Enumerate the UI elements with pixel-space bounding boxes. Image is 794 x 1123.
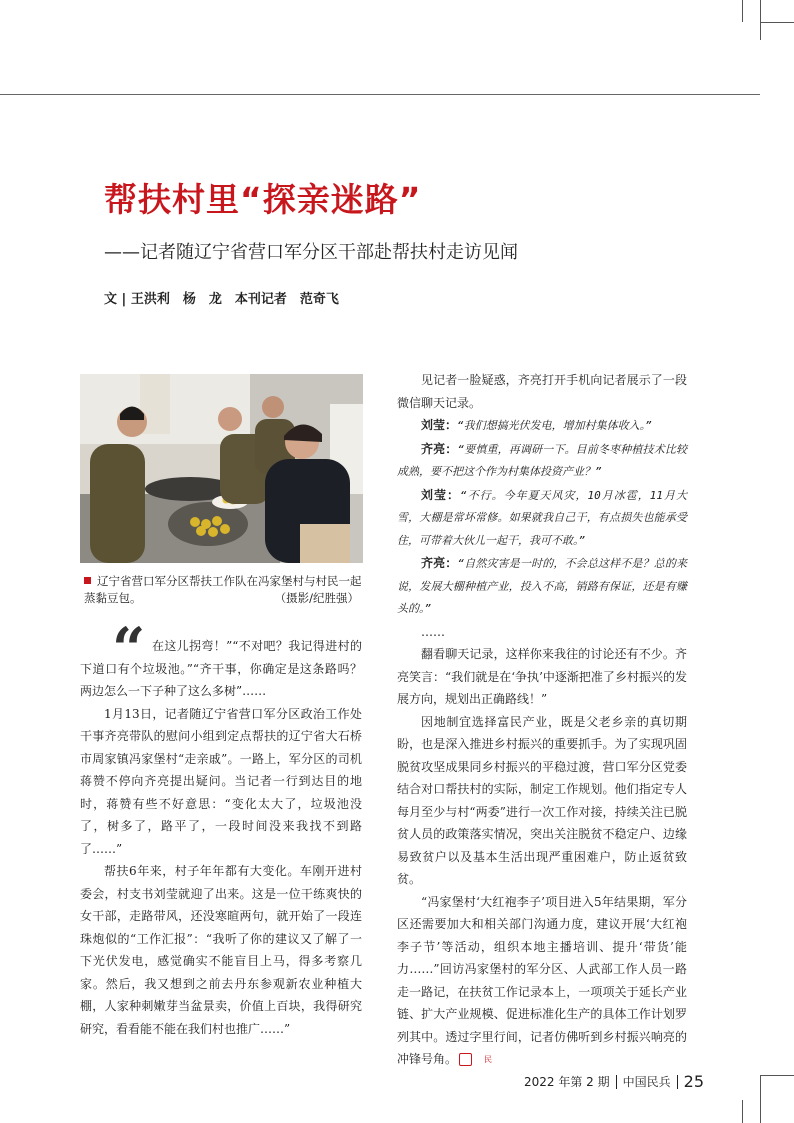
intro-paragraph [80, 635, 362, 703]
photo-credit: （摄影/纪胜强） [274, 591, 359, 605]
right-column [397, 369, 687, 1071]
crop-mark [760, 22, 794, 23]
caption-bullet [84, 577, 91, 584]
intro-text: 在这儿拐弯！”“不对吧？我记得进村的下道口有个垃圾池。”“齐干事，你确定是这条路吗？两边怎么一下子种了这么多树”…… [80, 639, 362, 698]
chat-text: “要慎重，再调研一下。目前冬枣种植技术比较成熟，要不把这个作为村集体投资产业？” [397, 442, 687, 478]
article-title: 帮扶村里“探亲迷路” [104, 180, 422, 219]
article-photo [80, 374, 363, 563]
byline-authors: 王洪利 杨 龙 本刊记者 范奇飞 [130, 292, 339, 307]
left-column [80, 635, 362, 1040]
chat-line [397, 552, 687, 621]
chat-text: “我们想搞光伏发电，增加村集体收入。” [457, 419, 652, 432]
end-mark-icon: 民 [459, 1053, 472, 1066]
byline [104, 288, 339, 307]
chat-speaker: 齐亮： [421, 441, 458, 456]
body-paragraph: 翻看聊天记录，这样你来我往的讨论还有不少。齐亮笑言：“我们就是在‘争执’中逐渐把准了乡村振兴的发展方向，规划出正确路线！” [397, 647, 687, 706]
crop-mark [742, 0, 743, 22]
body-paragraph: 见记者一脸疑惑，齐亮打开手机向记者展示了一段微信聊天记录。 [397, 373, 687, 410]
byline-separator: | [117, 292, 131, 307]
chat-line [397, 484, 687, 553]
header-rule [0, 94, 760, 95]
chat-speaker: 刘莹： [421, 418, 458, 432]
photo-caption [84, 573, 369, 607]
footer-divider [616, 1075, 617, 1089]
crop-mark [760, 1075, 761, 1123]
chat-text: “自然灾害是一时的，不会总这样不是？总的来说，发展大棚种植产业，投入不高，销路有保证，还是有赚头的。” [397, 557, 687, 615]
chat-speaker: 齐亮： [421, 556, 458, 570]
final-text: “冯家堡村‘大红袍李子’项目进入5年结果期，军分区还需要加大和相关部门沟通力度，建议开展‘大红袍李子节’等活动，组织本地主播培训、提升‘带货’能力……”回访冯家堡村的军分区、人武部工作人员一路走一路记，在扶贫工作记录本上，一项项关于延长产业链、扩大产业规模、促进标准化生产的具体工作计划罗列其中。透过字里行间，记者仿佛听到乡村振兴响亮的冲锋号角。 [397, 894, 687, 1066]
chat-ellipsis: …… [421, 624, 445, 639]
issue-label: 2022 年第 2 期 [524, 1075, 610, 1089]
chat-line [397, 438, 687, 484]
page-number: 25 [683, 1072, 704, 1091]
byline-prefix: 文 [104, 292, 118, 307]
crop-mark [742, 1100, 743, 1123]
chat-speaker: 刘莹： [421, 487, 460, 502]
body-paragraph: 因地制宜选择富民产业，既是父老乡亲的真切期盼，也是深入推进乡村振兴的重要抓手。为了实现巩固脱贫攻坚成果同乡村振兴的平稳过渡，营口军分区党委结合对口帮扶村的实际，制定工作规划。他们指定专人每月至少与村“两委”进行一次工作对接，持续关注已脱贫人员的政策落实情况，突出关注脱贫不稳定户、边缘易致贫户以及基本生活出现严重困难户，防止返贫致贫。 [397, 714, 687, 886]
chat-text: “不行。今年夏天风灾，10月冰雹，11月大雪，大棚是常坏常修。如果就我自己干，有点损失也能承受住，可带着大伙儿一起干，我可不敢。” [397, 488, 687, 547]
article-subtitle: ——记者随辽宁省营口军分区干部赴帮扶村走访见闻 [104, 242, 518, 263]
crop-mark [760, 0, 761, 40]
body-paragraph: 1月13日，记者随辽宁省营口军分区政治工作处干事齐亮带队的慰问小组到定点帮扶的辽宁省大石桥市周家镇冯家堡村“走亲戚”。一路上，军分区的司机蒋赞不停向齐亮提出疑问。当记者一行到达目的地时，蒋赞有些不好意思：“变化太大了，垃圾池没了，树多了，路平了，一段时间没来我找不到路了……” [80, 706, 362, 856]
caption-text: 辽宁省营口军分区帮扶工作队在冯家堡村与村民一起蒸黏豆包。 [84, 574, 362, 605]
footer-divider [677, 1075, 678, 1089]
page-footer [524, 1072, 704, 1091]
chat-line [397, 414, 687, 438]
body-paragraph: 帮扶6年来，村子年年都有大变化。车刚开进村委会，村支书刘莹就迎了出来。这是一位干练爽快的女干部，走路带风，还没寒暄两句，就开始了一段连珠炮似的“工作汇报”：“我听了你的建议又了解了一下光伏发电，感觉确实不能盲目上马，得多考察几家。然后，我又想到之前去丹东参观新农业种植大棚，人家种刺嫩芽当盆景卖，价值上百块，我得研究研究，看看能不能在我们村也推广……” [80, 864, 362, 1036]
magazine-name: 中国民兵 [622, 1075, 671, 1089]
quote-mark: “ [112, 615, 146, 683]
final-paragraph [397, 891, 687, 1071]
crop-mark [760, 1075, 794, 1076]
